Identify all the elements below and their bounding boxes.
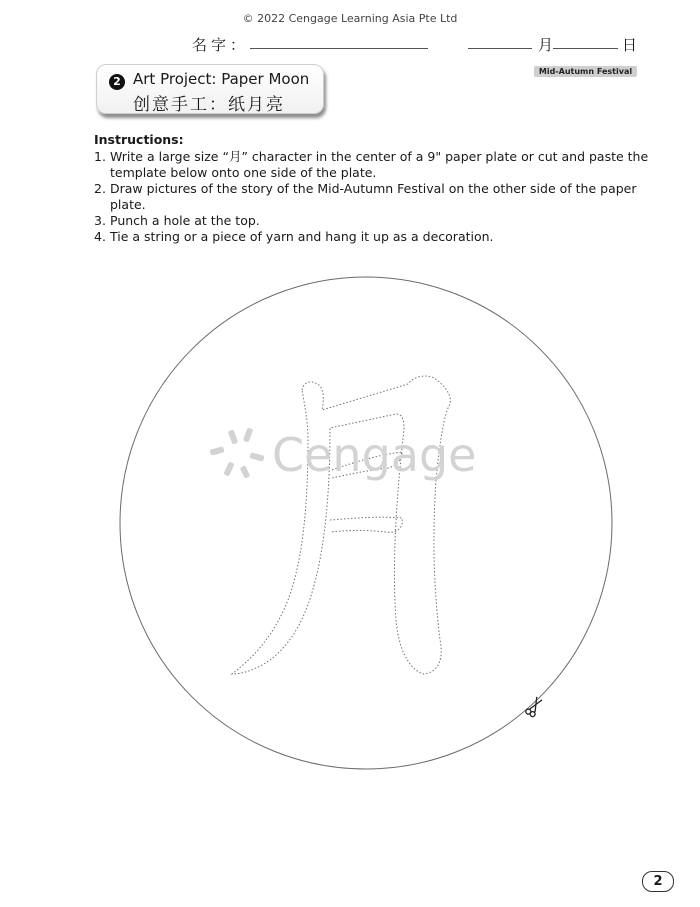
character-outline bbox=[232, 376, 450, 674]
scissors-icon[interactable] bbox=[525, 696, 543, 718]
month-label: 月 bbox=[538, 36, 554, 54]
cengage-logo-icon bbox=[209, 427, 264, 478]
project-title-zh: 创意手工：纸月亮 bbox=[133, 95, 285, 115]
name-label: 名字： bbox=[192, 36, 250, 54]
page-number: 2 bbox=[642, 871, 674, 892]
project-title-en: Art Project: Paper Moon bbox=[133, 70, 310, 88]
day-label: 日 bbox=[622, 36, 638, 54]
copyright-notice: © 2022 Cengage Learning Asia Pte Ltd bbox=[242, 12, 458, 25]
instruction-item: 4. Tie a string or a piece of yarn and hang it up as a decoration. bbox=[94, 229, 494, 244]
project-number-badge: 2 bbox=[109, 74, 125, 90]
watermark-text: Cengage bbox=[272, 428, 477, 482]
instruction-item: 1. Write a large size “月” character in the center of a 9" paper plate or cut and paste the template below onto one side of the plate. bbox=[94, 149, 649, 180]
instruction-item: 2. Draw pictures of the story of the Mid-Autumn Festival on the other side of the paper plate. bbox=[94, 181, 637, 212]
festival-tag: Mid-Autumn Festival bbox=[534, 66, 637, 77]
plate-outline[interactable] bbox=[120, 277, 612, 769]
instruction-item: 3. Punch a hole at the top. bbox=[94, 213, 260, 228]
instructions-title: Instructions: bbox=[94, 132, 184, 147]
